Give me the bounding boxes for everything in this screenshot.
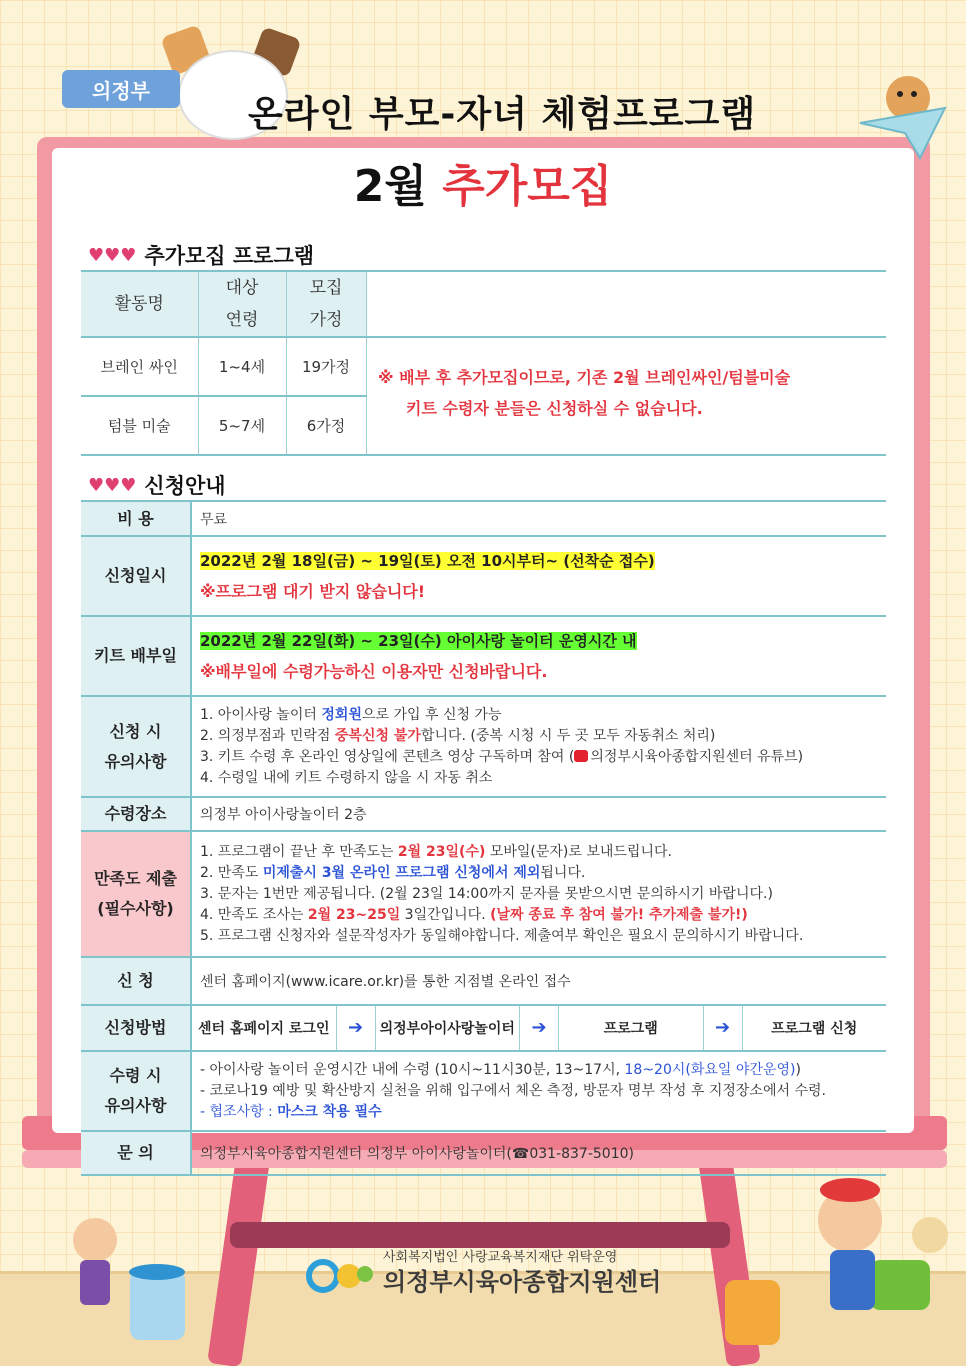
row-label-survey: 만족도 제출 (필수사항) xyxy=(81,831,191,957)
place-value: 의정부 아이사랑놀이터 2층 xyxy=(191,797,886,831)
caution-list: 1. 아이사랑 놀이터 정회원으로 가입 후 신청 가능 2. 의정부점과 민락점 중복신청 불가합니다. (중복 시청 시 두 곳 모두 자동취소 처리) 3. 키트 수령 후 온라인 영상일에 콘텐츠 영상 구독하며 참여 ( 의정부시육아종합지원센터 유튜브) 4. 수령일 내에 키트 수령하지 않을 시 자동 취소 xyxy=(191,696,886,797)
step-login: 센터 홈페이지 로그인 xyxy=(198,1021,330,1037)
section-title: 신청안내 xyxy=(144,474,226,498)
easel-crossbar xyxy=(230,1222,730,1248)
organization-logo xyxy=(305,1250,661,1297)
row-label-caution: 신청 시 유의사항 xyxy=(81,696,191,797)
row-label-contact: 문 의 xyxy=(81,1131,191,1175)
subtitle-month: 2월 xyxy=(353,161,427,212)
col-header-count: 모집 가정 xyxy=(286,271,366,337)
row-label-kit-date: 키트 배부일 xyxy=(81,616,191,696)
program-name: 텀블 미술 xyxy=(81,396,198,455)
step-branch: 의정부아이사랑놀이터 xyxy=(379,1021,515,1037)
apply-date-value: 2022년 2월 18일(금) ~ 19일(토) 오전 10시부터~ (선착순 접수) xyxy=(200,551,655,570)
program-age: 1~4세 xyxy=(198,337,286,396)
contact-value: 의정부시육아종합지원센터 의정부 아이사랑놀이터(☎031-837-5010) xyxy=(191,1131,886,1175)
arrow-icon: ➔ xyxy=(519,1006,559,1050)
program-age: 5~7세 xyxy=(198,396,286,455)
youtube-icon xyxy=(574,750,588,762)
row-label-place: 수령장소 xyxy=(81,797,191,831)
program-count: 19가정 xyxy=(286,337,366,396)
row-label-apply: 신 청 xyxy=(81,957,191,1005)
col-header-age: 대상 연령 xyxy=(198,271,286,337)
step-program: 프로그램 xyxy=(603,1021,658,1037)
col-header-name: 활동명 xyxy=(81,271,198,337)
logo-mark-icon xyxy=(305,1254,375,1294)
program-name: 브레인 싸인 xyxy=(81,337,198,396)
page-subtitle xyxy=(0,150,966,214)
section-title: 추가모집 프로그램 xyxy=(144,244,315,268)
hearts-icon: ♥♥♥ xyxy=(88,474,137,496)
row-label-apply-date: 신청일시 xyxy=(81,536,191,616)
method-steps xyxy=(192,1006,886,1050)
location-tag: 의정부 xyxy=(62,70,180,108)
hearts-icon: ♥♥♥ xyxy=(88,244,137,266)
child-painting-icon xyxy=(35,1200,205,1350)
row-label-method: 신청방법 xyxy=(81,1005,191,1051)
section-heading-program xyxy=(88,240,314,270)
girl-painter-icon xyxy=(720,1160,960,1360)
logo-tagline: 사회복지법인 사랑교육복지재단 위탁운영 xyxy=(383,1250,618,1265)
page-title: 온라인 부모-자녀 체험프로그램 xyxy=(248,94,757,135)
arrow-icon: ➔ xyxy=(703,1006,743,1050)
guide-table xyxy=(81,500,886,1176)
cost-value: 무료 xyxy=(191,501,886,536)
notice-text: ※ 배부 후 추가모집이므로, 기존 2월 브레인싸인/텀블미술 키트 수령자 분들은 신청하실 수 없습니다. xyxy=(378,368,791,418)
row-label-receive: 수령 시 유의사항 xyxy=(81,1051,191,1131)
kit-date-value: 2022년 2월 22일(화) ~ 23일(수) 아이사랑 놀이터 운영시간 내 xyxy=(200,631,637,650)
survey-list: 1. 프로그램이 끝난 후 만족도는 2월 23일(수) 모바일(문자)로 보내드립니다. 2. 만족도 미제출시 3월 온라인 프로그램 신청에서 제외됩니다. 3. 문자는 1번만 제공됩니다. (2월 23일 14:00까지 문자를 못받으시면 문의하시기 바랍니다.) 4. 만족도 조사는 2월 23~25일 3일간입니다. (날짜 종료 후 참여 불가! 추가제출 불가!) 5. 프로그램 신청자와 설문작성자가 동일해야합니다. 제출여부 확인은 필요시 문의하시기 바랍니다. xyxy=(191,831,886,957)
kit-warning: ※배부일에 수령가능하신 이용자만 신청바랍니다. xyxy=(200,661,548,681)
arrow-icon: ➔ xyxy=(336,1006,376,1050)
step-apply: 프로그램 신청 xyxy=(771,1021,858,1037)
apply-warning: ※프로그램 대기 받지 않습니다! xyxy=(200,581,426,601)
section-heading-guide xyxy=(88,470,226,500)
receive-list: - 아이사랑 놀이터 운영시간 내에 수령 (10시~11시30분, 13~17시, 18~20시(화요일 야간운영)) - 코로나19 예방 및 확산방지 실천을 위해 입구에서 체온 측정, 방문자 명부 작성 후 지정장소에서 수령. - 협조사항 : 마스크 착용 필수 xyxy=(191,1051,886,1131)
row-label-cost: 비 용 xyxy=(81,501,191,536)
subtitle-highlight: 추가모집 xyxy=(442,161,613,212)
program-count: 6가정 xyxy=(286,396,366,455)
apply-value: 센터 홈페이지(www.icare.or.kr)를 통한 지점별 온라인 접수 xyxy=(191,957,886,1005)
logo-name: 의정부시육아종합지원센터 xyxy=(383,1268,662,1296)
